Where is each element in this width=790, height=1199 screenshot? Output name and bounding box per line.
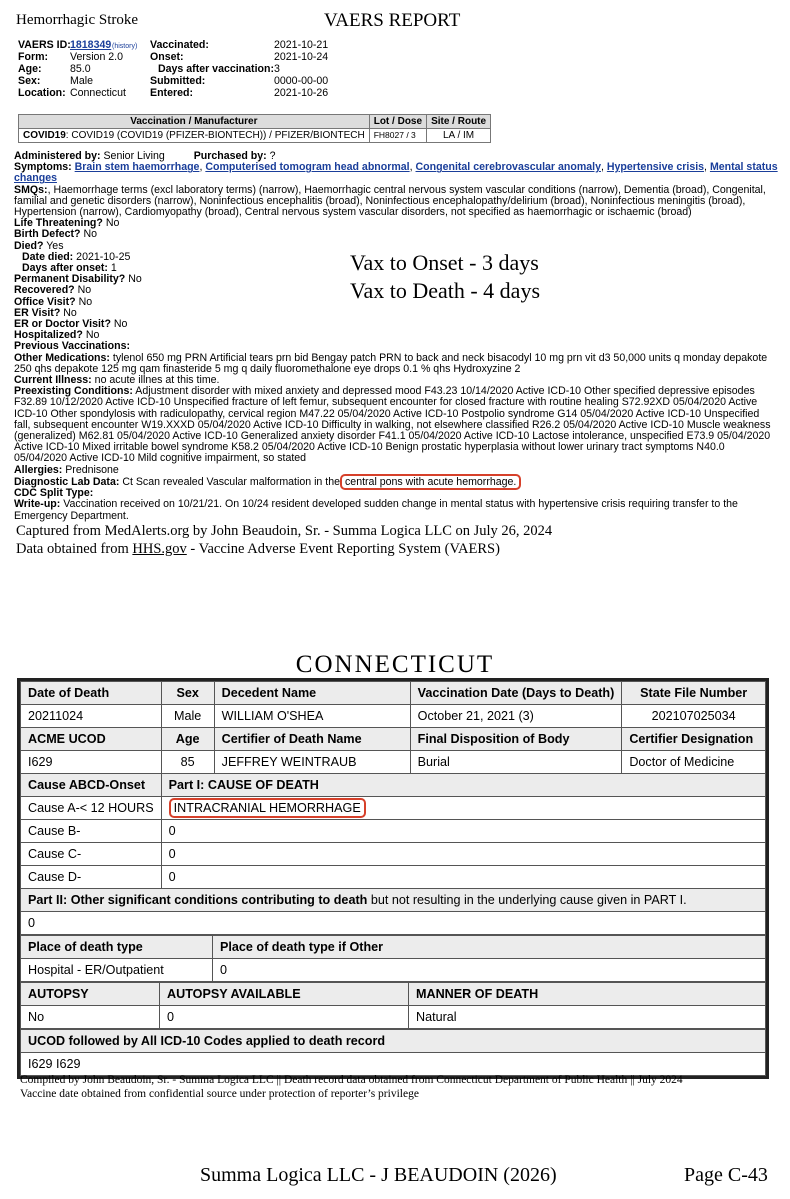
er-visit-label: ER Visit? — [14, 306, 61, 319]
sex-value: Male — [161, 705, 214, 728]
current-illness-value: no acute illnes at this time. — [94, 374, 220, 387]
certifier-name-header: Certifier of Death Name — [214, 728, 410, 751]
symptom-link[interactable]: Brain stem haemorrhage — [74, 161, 200, 174]
cause-a-cell — [161, 797, 765, 820]
vaccination-date-value: October 21, 2021 (3) — [410, 705, 622, 728]
footer-credit: Summa Logica LLC - J BEAUDOIN (2026) — [200, 1164, 557, 1186]
previous-vaccinations-label: Previous Vaccinations: — [14, 340, 130, 353]
place-of-death-value: Hospital - ER/Outpatient — [21, 959, 213, 982]
cause-onset-header: Cause ABCD-Onset — [21, 774, 162, 797]
symptoms-label: Symptoms: — [14, 161, 72, 174]
acme-ucod-header: ACME UCOD — [21, 728, 162, 751]
certifier-name-value: JEFFREY WEINTRAUB — [214, 751, 410, 774]
smqs-text: , Haemorrhage terms (excl laboratory terms) (narrow), Haemorrhagic central nervous system vascular conditions (narrow), Dementia (broad), Congenital, familial and genetic disorders (narrow), Noninfectious encephalitis (broad), Noninfectious encephalopathy/delirium (broad), Noninfectious meningitis (broad), Hypertension (narrow), Cardiomyopathy (broad), Central nervous system vascular disorders, not specified as haemorrhagic or ischaemic (broad) — [14, 183, 766, 219]
place-of-death-header: Place of death type — [21, 936, 213, 959]
annotation-vax-to-death: Vax to Death - 4 days — [350, 278, 541, 303]
diagnostic-highlight: central pons with acute hemorrhage. — [340, 474, 521, 490]
sex-label: Sex: — [18, 75, 41, 87]
sex-value: Male — [70, 75, 93, 87]
cause-d-value: 0 — [161, 866, 765, 889]
state-file-number-header: State File Number — [622, 682, 766, 705]
recovered-label: Recovered? — [14, 284, 75, 297]
death-record-table — [17, 678, 769, 1079]
hhs-link[interactable]: HHS.gov — [132, 541, 187, 557]
vaccination-date-header: Vaccination Date (Days to Death) — [410, 682, 622, 705]
age-label: Age: — [18, 63, 42, 75]
final-disposition-value: Burial — [410, 751, 622, 774]
vaers-details — [14, 151, 778, 522]
perm-disability-value: No — [128, 273, 142, 286]
vaccination-manufacturer-header: Vaccination / Manufacturer — [19, 115, 370, 129]
certifier-designation-value: Doctor of Medicine — [622, 751, 766, 774]
symptoms-row: Symptoms: Brain stem haemorrhage, Computerised tomogram head abnormal, Congenital cerebrovascular anomaly, Hypertensive crisis, Mental status changes — [14, 161, 778, 185]
er-visit-value: No — [63, 306, 77, 319]
final-disposition-header: Final Disposition of Body — [410, 728, 622, 751]
onset-label: Onset: — [150, 51, 184, 63]
vaccination-table — [18, 114, 491, 143]
date-of-death-value: 20211024 — [21, 705, 162, 728]
autopsy-available-value: 0 — [160, 1006, 409, 1029]
date-of-death-header: Date of Death — [21, 682, 162, 705]
cause-a-value: INTRACRANIAL HEMORRHAGE — [169, 798, 366, 818]
days-after-vax-value: 3 — [274, 63, 280, 75]
cause-c-value: 0 — [161, 843, 765, 866]
perm-disability-label: Permanent Disability? — [14, 273, 126, 286]
purchased-label: Purchased by: — [193, 150, 267, 162]
vaccine-name: COVID19 — [23, 130, 66, 142]
site-route-cell: LA / IM — [427, 129, 491, 143]
decedent-name-header: Decedent Name — [214, 682, 410, 705]
age-value: 85.0 — [70, 63, 91, 75]
age-value: 85 — [161, 751, 214, 774]
symptom-link[interactable]: Congenital cerebrovascular anomaly — [415, 161, 601, 174]
date-died-value: 2021-10-25 — [76, 250, 131, 263]
current-illness-label: Current Illness: — [14, 374, 92, 387]
other-meds-label: Other Medications: — [14, 351, 110, 364]
entered-value: 2021-10-26 — [274, 87, 329, 99]
cause-c-label: Cause C- — [21, 843, 162, 866]
life-threatening-value: No — [105, 217, 120, 230]
ucod-codes-value: I629 I629 — [21, 1053, 766, 1076]
data-source-prefix: Data obtained from — [16, 541, 129, 557]
age-header: Age — [161, 728, 214, 751]
place-of-death-other-header: Place of death type if Other — [213, 936, 766, 959]
manner-of-death-header: MANNER OF DEATH — [409, 983, 766, 1006]
hospitalized-label: Hospitalized? — [14, 329, 83, 342]
symptom-link[interactable]: Mental status changes — [14, 161, 778, 185]
location-value: Connecticut — [70, 87, 126, 99]
cause-of-death-header: Part I: CAUSE OF DEATH — [161, 774, 765, 797]
vaccine-cell — [19, 129, 370, 143]
vaccinated-value: 2021-10-21 — [274, 39, 329, 51]
decedent-name-value: WILLIAM O'SHEA — [214, 705, 410, 728]
sex-header: Sex — [161, 682, 214, 705]
smqs-label: SMQs: — [14, 183, 48, 196]
administered-value: Senior Living — [103, 150, 165, 162]
office-visit-value: No — [78, 295, 93, 308]
smqs-row — [14, 185, 778, 219]
preexisting-row — [14, 386, 778, 464]
diagnostic-label: Diagnostic Lab Data: — [14, 475, 120, 488]
life-threatening-label: Life Threatening? — [14, 217, 103, 230]
submitted-value: 0000-00-00 — [274, 75, 329, 87]
diagnostic-value: Ct Scan revealed Vascular malformation in the — [122, 475, 340, 488]
part2-header-bold: Part II: Other significant conditions contributing to death — [28, 893, 368, 907]
office-visit-label: Office Visit? — [14, 295, 76, 308]
data-source-suffix: - Vaccine Adverse Event Reporting System (VAERS) — [190, 541, 500, 557]
birth-defect-value: No — [83, 228, 98, 241]
symptom-link[interactable]: Computerised tomogram head abnormal — [205, 161, 410, 174]
cause-b-label: Cause B- — [21, 820, 162, 843]
certifier-designation-header: Certifier Designation — [622, 728, 766, 751]
connecticut-title: CONNECTICUT — [295, 651, 495, 678]
state-file-number-value: 202107025034 — [622, 705, 766, 728]
form-value: Version 2.0 — [70, 51, 124, 63]
writeup-value: Vaccination received on 10/21/21. On 10/24 resident developed sudden change in mental status with hypertensive crisis requiring transfer to the Emergency Department. — [14, 498, 738, 522]
history-link[interactable]: (history) — [112, 43, 138, 50]
preexisting-value: Adjustment disorder with mixed anxiety and depressed mood F43.23 10/14/2020 Active ICD-10 Other specified depressive episodes F32.89 10/12/2020 Active ICD-10 Unspecified fracture of left femur, subsequent encounter for closed fracture with routine healing S72.92XD 05/04/2020 Active ICD-10 Other spondylosis with radiculopathy, cervical region M47.22 05/04/2020 Active ICD-10 Postpolio syndrome G14 05/04/2020 Active ICD-10 Unspecified fall, subsequent encounter W19.XXXD 05/04/2020 Active ICD-10 Difficulty in walking, not elsewhere classified R26.2 05/04/2020 Active ICD-10 Muscle weakness (generalized) M62.81 05/04/2020 Active ICD-10 Generalized anxiety disorder F41.1 05/04/2020 Active ICD-10 Lactose intolerance, unspecified E73.9 05/04/2020 Active ICD-10 Mixed irritable bowel syndrome K58.2 05/04/2020 Active ICD-10 Benign prostatic hyperplasia without lower urinary tract symptoms N40.0 05/04/2020 Active ICD-10 Mild cognitive impairment, so stated — [14, 385, 771, 465]
diagnostic-row — [14, 477, 778, 488]
cause-d-label: Cause D- — [21, 866, 162, 889]
compiled-credit: Compiled by John Beaudoin, Sr. - Summa Logica LLC || Death record data obtained from Connecticut Department of Public Health || July 2024 — [20, 1074, 683, 1086]
administered-label: Administered by: — [14, 150, 101, 162]
vaccinated-label: Vaccinated: — [150, 39, 209, 51]
vaers-id-link[interactable]: 1818349 — [70, 39, 112, 51]
symptom-link[interactable]: Hypertensive crisis — [606, 161, 705, 174]
autopsy-header: AUTOPSY — [21, 983, 160, 1006]
place-of-death-other-value: 0 — [213, 959, 766, 982]
other-meds-row — [14, 353, 778, 375]
writeup-row — [14, 499, 778, 521]
data-source-line — [16, 541, 500, 558]
autopsy-value: No — [21, 1006, 160, 1029]
annotation-vax-to-onset: Vax to Onset - 3 days — [350, 250, 539, 275]
entered-label: Entered: — [150, 87, 193, 99]
part2-value: 0 — [21, 912, 766, 935]
page-number: Page C-43 — [684, 1164, 768, 1186]
er-doctor-label: ER or Doctor Visit? — [14, 318, 111, 331]
died-value: Yes — [46, 239, 64, 252]
submitted-label: Submitted: — [150, 75, 206, 87]
preexisting-label: Preexisting Conditions: — [14, 385, 133, 398]
allergies-value: Prednisone — [65, 463, 119, 476]
hospitalized-value: No — [85, 329, 100, 342]
cause-b-value: 0 — [161, 820, 765, 843]
purchased-value: ? — [269, 150, 276, 162]
form-label: Form: — [18, 51, 49, 63]
location-label: Location: — [18, 87, 66, 99]
part2-header — [21, 889, 766, 912]
vaccine-desc: : COVID19 (COVID19 (PFIZER-BIONTECH)) / PFIZER/BIONTECH — [65, 130, 365, 142]
onset-value: 2021-10-24 — [274, 51, 329, 63]
er-doctor-value: No — [113, 318, 128, 331]
lot-dose-cell: FH8027 / 3 — [369, 129, 426, 143]
part2-header-rest: but not resulting in the underlying cause given in PART I. — [367, 893, 687, 907]
birth-defect-label: Birth Defect? — [14, 228, 81, 241]
report-title: VAERS REPORT — [324, 10, 461, 31]
document-heading: Hemorrhagic Stroke — [16, 12, 139, 28]
vaers-id-label: VAERS ID: — [18, 39, 71, 51]
other-meds-value: tylenol 650 mg PRN Artificial tears prn bid Bengay patch PRN to back and neck bisacodyl 10 mg prn vit d3 50,000 units q monday depakote 250 qhs depakote 125 mg qam finasteride 5 mg q daily fluoromethalone eye drops 0.1 % qhs Hydroxyzine 2 — [14, 351, 768, 375]
lot-dose-header: Lot / Dose — [369, 115, 426, 129]
acme-ucod-value: I629 — [21, 751, 162, 774]
ucod-codes-header: UCOD followed by All ICD-10 Codes applied to death record — [21, 1030, 766, 1053]
days-after-onset-label: Days after onset: — [22, 262, 108, 275]
cdc-split-label: CDC Split Type: — [14, 487, 94, 500]
recovered-value: No — [77, 284, 92, 297]
cause-a-label: Cause A-< 12 HOURS — [21, 797, 162, 820]
days-after-vax-label: Days after vaccination: — [158, 63, 274, 75]
vaccine-date-source: Vaccine date obtained from confidential source under protection of reporter’s privilege — [20, 1088, 419, 1100]
autopsy-available-header: AUTOPSY AVAILABLE — [160, 983, 409, 1006]
capture-credit: Captured from MedAlerts.org by John Beaudoin, Sr. - Summa Logica LLC on July 26, 2024 — [16, 523, 553, 539]
site-route-header: Site / Route — [427, 115, 491, 129]
allergies-label: Allergies: — [14, 463, 63, 476]
writeup-label: Write-up: — [14, 498, 61, 511]
date-died-label: Date died: — [22, 250, 74, 263]
days-after-onset-value: 1 — [110, 262, 117, 275]
manner-of-death-value: Natural — [409, 1006, 766, 1029]
died-label: Died? — [14, 239, 44, 252]
